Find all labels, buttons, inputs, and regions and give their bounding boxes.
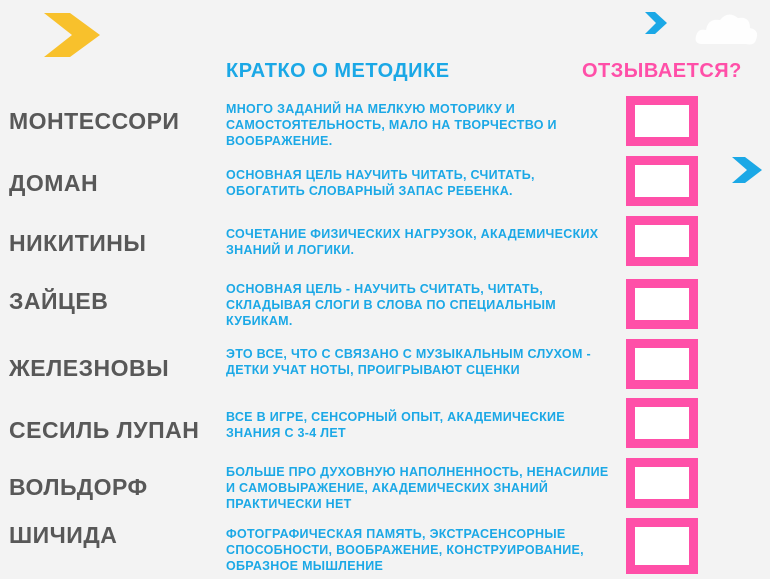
- response-checkbox[interactable]: [626, 96, 698, 146]
- method-name: ВОЛЬДОРФ: [9, 474, 148, 500]
- response-checkbox[interactable]: [626, 279, 698, 329]
- method-name: НИКИТИНЫ: [9, 230, 147, 256]
- response-checkbox[interactable]: [626, 216, 698, 266]
- response-checkbox[interactable]: [626, 458, 698, 508]
- method-description: ЭТО ВСЕ, ЧТО С СВЯЗАНО С МУЗЫКАЛЬНЫМ СЛУХОМ - ДЕТКИ УЧАТ НОТЫ, ПРОИГРЫВАЮТ СЦЕНКИ: [226, 347, 591, 377]
- blue-chevron-icon: [645, 12, 669, 34]
- logo: [692, 8, 762, 52]
- method-name: ДОМАН: [9, 170, 99, 196]
- method-description: ВСЕ В ИГРЕ, СЕНСОРНЫЙ ОПЫТ, АКАДЕМИЧЕСКИЕ ЗНАНИЯ С 3-4 ЛЕТ: [226, 410, 565, 440]
- method-name: ЖЕЛЕЗНОВЫ: [9, 355, 170, 381]
- blue-chevron-icon: [732, 157, 764, 183]
- method-name: МОНТЕССОРИ: [9, 108, 180, 134]
- response-checkbox[interactable]: [626, 156, 698, 206]
- method-name: ШИЧИДА: [9, 522, 118, 548]
- method-description: СОЧЕТАНИЕ ФИЗИЧЕСКИХ НАГРУЗОК, АКАДЕМИЧЕСКИХ ЗНАНИЙ И ЛОГИКИ.: [226, 227, 599, 257]
- method-description: БОЛЬШЕ ПРО ДУХОВНУЮ НАПОЛНЕННОСТЬ, НЕНАСИЛИЕ И САМОВЫРАЖЕНИЕ, АКАДЕМИЧЕСКИХ ЗНАНИЙ ПРАКТИЧЕСКИ НЕТ: [226, 465, 609, 511]
- method-description: ОСНОВНАЯ ЦЕЛЬ - НАУЧИТЬ СЧИТАТЬ, ЧИТАТЬ, СКЛАДЫВАЯ СЛОГИ В СЛОВА ПО СПЕЦИАЛЬНЫМ КУБИКАМ.: [226, 282, 556, 328]
- method-description: МНОГО ЗАДАНИЙ НА МЕЛКУЮ МОТОРИКУ И САМОСТОЯТЕЛЬНОСТЬ, МАЛО НА ТВОРЧЕСТВО И ВООБРАЖЕНИЕ.: [226, 102, 557, 148]
- response-checkbox[interactable]: [626, 518, 698, 574]
- description-column-title: КРАТКО О МЕТОДИКЕ: [226, 60, 450, 82]
- response-checkbox[interactable]: [626, 339, 698, 389]
- method-description: ФОТОГРАФИЧЕСКАЯ ПАМЯТЬ, ЭКСТРАСЕНСОРНЫЕ СПОСОБНОСТИ, ВООБРАЖЕНИЕ, КОНСТРУИРОВАНИЕ, ОБРАЗНОЕ МЫШЛЕНИЕ: [226, 527, 584, 573]
- method-description: ОСНОВНАЯ ЦЕЛЬ НАУЧИТЬ ЧИТАТЬ, СЧИТАТЬ, ОБОГАТИТЬ СЛОВАРНЫЙ ЗАПАС РЕБЕНКА.: [226, 168, 535, 198]
- response-checkbox[interactable]: [626, 398, 698, 448]
- yellow-chevron-icon: [44, 13, 102, 57]
- response-column-title: ОТЗЫВАЕТСЯ?: [582, 60, 742, 82]
- method-name: ЗАЙЦЕВ: [9, 288, 109, 314]
- method-name: СЕСИЛЬ ЛУПАН: [9, 417, 200, 443]
